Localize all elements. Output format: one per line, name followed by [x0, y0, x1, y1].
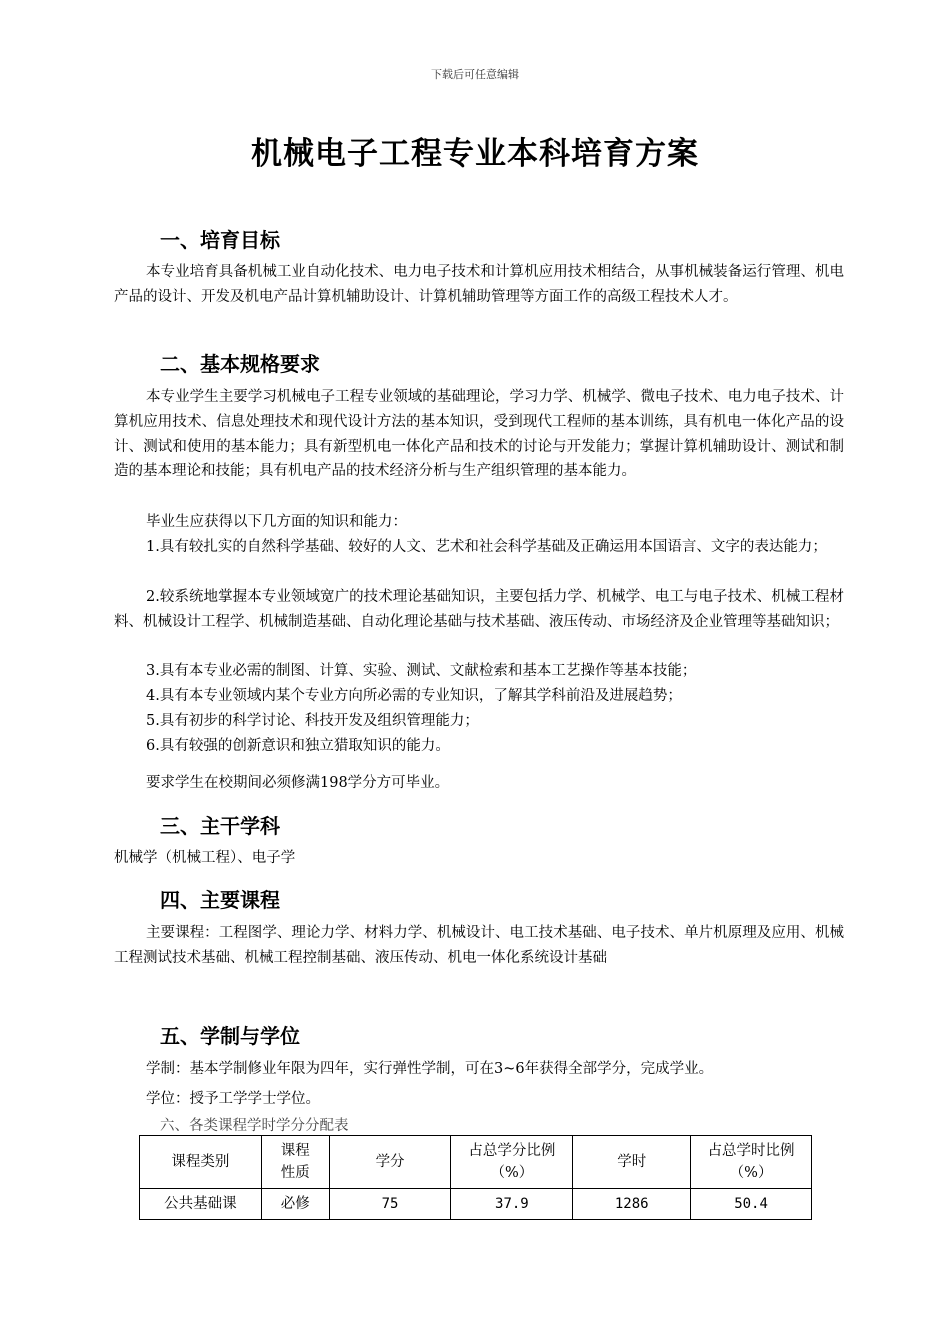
cell-credits: 75	[329, 1189, 451, 1220]
cell-hours: 1286	[573, 1189, 691, 1220]
page-title: 机械电子工程专业本科培育方案	[251, 136, 699, 172]
cell-nature: 必修	[261, 1189, 329, 1220]
table-header-row	[140, 1136, 812, 1189]
section-heading-4: 四、主要课程	[160, 888, 280, 912]
header-hour-ratio: 占总学时比例 （%）	[691, 1136, 812, 1189]
header-credits: 学分	[329, 1136, 451, 1189]
cell-hour-ratio: 50.4	[691, 1189, 812, 1220]
section-2-body: 本专业学生主要学习机械电子工程专业领域的基础理论，学习力学、机械学、微电子技术、电力电子技术、计算机应用技术、信息处理技术和现代设计方法的基本知识，受到现代工程师的基本训练，具有机电一体化产品的设计、测试和使用的基本能力；具有新型机电一体化产品和技术的讨论与开发能力；掌握计算机辅助设计、测试和制造的基本理论和技能；具有机电产品的技术经济分析与生产组织管理的基本能力。	[114, 389, 844, 480]
header-hours: 学时	[573, 1136, 691, 1189]
cell-credit-ratio: 37.9	[451, 1189, 573, 1220]
section-heading-1: 一、培育目标	[160, 228, 280, 252]
section-2-intro: 毕业生应获得以下几方面的知识和能力：	[146, 514, 407, 530]
requirement-item-3: 3.具有本专业必需的制图、计算、实验、测试、文献检索和基本工艺操作等基本技能；	[146, 663, 697, 679]
section-heading-5: 五、学制与学位	[160, 1024, 300, 1048]
header-category: 课程类别	[140, 1136, 262, 1189]
requirement-item-6: 6.具有较强的创新意识和独立猎取知识的能力。	[146, 738, 450, 754]
study-system: 学制：基本学制修业年限为四年，实行弹性学制，可在3~6年获得全部学分，完成学业。	[146, 1061, 714, 1077]
credit-requirement: 要求学生在校期间必须修满198学分方可毕业。	[146, 775, 450, 791]
requirement-item-4: 4.具有本专业领域内某个专业方向所必需的专业知识，了解其学科前沿及进展趋势；	[146, 688, 682, 704]
section-1-body: 本专业培育具备机械工业自动化技术、电力电子技术和计算机应用技术相结合，从事机械装备运行管理、机电产品的设计、开发及机电产品计算机辅助设计、计算机辅助管理等方面工作的高级工程技术人才。	[114, 264, 844, 305]
table-caption: 六、各类课程学时学分分配表	[160, 1118, 349, 1134]
section-heading-2: 二、基本规格要求	[160, 352, 320, 376]
degree-info: 学位：授予工学学士学位。	[146, 1091, 320, 1107]
requirement-item-2: 2.较系统地掌握本专业领域宽广的技术理论基础知识，主要包括力学、机械学、电工与电子技术、机械工程材料、机械设计工程学、机械制造基础、自动化理论基础与技术基础、液压传动、市场经济及企业管理等基础知识；	[114, 589, 844, 630]
header-nature: 课程 性质	[261, 1136, 329, 1189]
requirement-item-5: 5.具有初步的科学讨论、科技开发及组织管理能力；	[146, 713, 479, 729]
header-credit-ratio: 占总学分比例 （%）	[451, 1136, 573, 1189]
credit-allocation-table	[139, 1135, 812, 1220]
section-4-body: 主要课程：工程图学、理论力学、材料力学、机械设计、电工技术基础、电子技术、单片机原理及应用、机械工程测试技术基础、机械工程控制基础、液压传动、机电一体化系统设计基础	[114, 925, 844, 966]
header-note: 下载后可任意编辑	[431, 68, 519, 81]
table-row	[140, 1189, 812, 1220]
cell-category: 公共基础课	[140, 1189, 262, 1220]
section-3-body: 机械学（机械工程）、电子学	[114, 850, 296, 866]
section-heading-3: 三、主干学科	[160, 814, 280, 838]
requirement-item-1: 1.具有较扎实的自然科学基础、较好的人文、艺术和社会科学基础及正确运用本国语言、文字的表达能力；	[146, 539, 827, 555]
